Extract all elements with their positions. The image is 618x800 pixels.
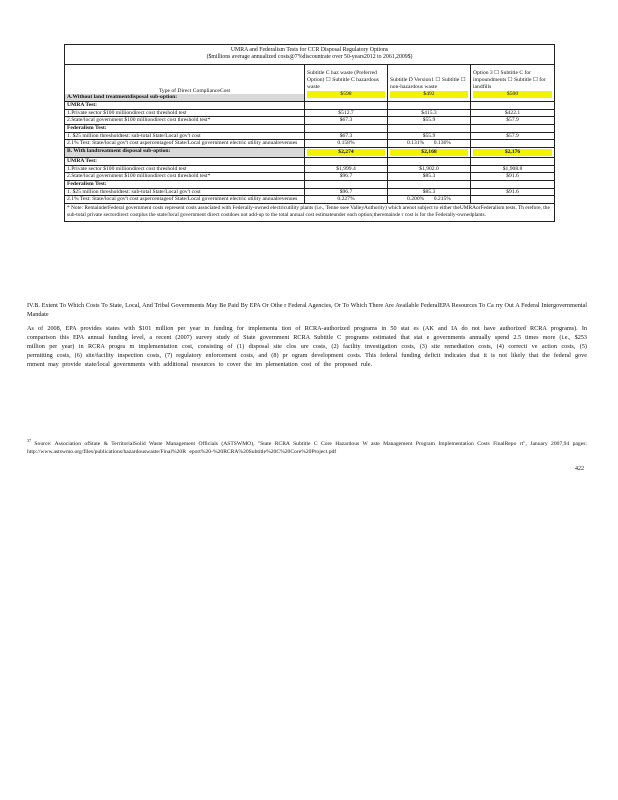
table-row <box>65 157 555 165</box>
umra-a-label: UMRA Test: <box>65 101 305 109</box>
umra-b-row1-val3: $1,908.8 <box>471 165 555 173</box>
cost-table <box>64 44 555 222</box>
header-row <box>65 64 555 101</box>
table-title-line1: UMRA and Federalism Tests for CCR Disposal Regulatory Options <box>230 47 389 53</box>
umra-a-row1-val1: $512.7 <box>305 109 388 117</box>
table-title-row <box>65 45 555 65</box>
section-a-value-3: $500 <box>473 91 552 98</box>
table-note: * Note: RemainderFederal government costs represent costs associated with Federally-owned electricutility plants (i.e., Tenne ssee ValleyAuthority) which arenot subject to either theUMRAorFederalism tests. Th erefore, the sub-total private sectordirect costplus the state/local government direct costdoes not add-up to the total annual cost estimateunder each option;theremainde r cost is for the Federally-ownedplants. <box>65 204 555 222</box>
note-row <box>65 204 555 222</box>
footnote-text: Source: Association ofState & TerritorialSolid Waste Management Officials (ASTSWMO), "State RCRA Subtitle C Core Hazardous W aste Management Program Implementation Costs FinalRepo rt", January 2007,94 pages: http://www.astswmo.org/files/publications/hazardouswaste/Final%20R eport%20-%20RCRA%20Subtitle%20C%20Core%20Project.pdf <box>27 440 587 455</box>
umra-a-row2-val2: $55.9 <box>388 117 471 125</box>
table-row <box>65 101 555 109</box>
fed-b-label: Federalism Test: <box>65 180 305 188</box>
table-row <box>65 117 555 125</box>
fed-a-row1-label: 1. $25 million thresholdtest: sub-total State/Local gov't cost <box>65 132 305 140</box>
fed-a-row2-label: 2.1% Test: State/local gov't cost aspercentageof State/Local government electric utility annualrevenues <box>65 140 305 148</box>
umra-b-row2-val3: $91.6 <box>471 173 555 181</box>
table-row <box>65 165 555 173</box>
umra-b-label: UMRA Test: <box>65 157 305 165</box>
table-row <box>65 173 555 181</box>
fed-b-row1-val3: $91.6 <box>471 188 555 196</box>
table-title-line2: ($millions average annualized costs@7%discountrate over 50-years2012 to 2061,2009$) <box>206 53 413 60</box>
section-b-value-3: $2,176 <box>473 149 552 156</box>
fed-b-row2-val2: 0.200% <box>407 196 425 203</box>
umra-a-row2-label: 2.State/local government $100 milliondirect cost threshold test* <box>65 117 305 125</box>
fed-b-row1-label: 1. $25 million thresholdtest: sub-total State/Local gov't cost <box>65 188 305 196</box>
section-b-row <box>65 148 555 158</box>
fed-a-row2-val1: 0.158% <box>305 140 388 148</box>
fed-a-row1-val3: $57.9 <box>471 132 555 140</box>
section-b-value-2: $2,168 <box>390 149 468 156</box>
umra-b-row2-val2: $85.3 <box>388 173 471 181</box>
col2-header: Subtitle C haz waste (Preferred Option) ☐ Subtitle C hazardous waste <box>307 70 379 90</box>
section-b-value-1: $2,274 <box>307 149 385 156</box>
umra-b-row2-label: 2.State/local government $100 milliondirect cost threshold test* <box>65 173 305 181</box>
umra-b-row1-val1: $1,999.4 <box>305 165 388 173</box>
umra-a-row2-val1: $67.3 <box>305 117 388 125</box>
table-row <box>65 196 555 204</box>
umra-b-row1-label: 1.Private sector $100 milliondirect cost threshold test <box>65 165 305 173</box>
fed-a-row2-val3: 0.136% <box>433 140 451 147</box>
table-title <box>65 45 555 65</box>
table-row <box>65 109 555 117</box>
table-row <box>65 188 555 196</box>
fed-b-row1-val1: $96.7 <box>305 188 388 196</box>
fed-a-row1-val1: $67.3 <box>305 132 388 140</box>
umra-b-row2-val1: $96.7 <box>305 173 388 181</box>
col4-header: Option 3 ☐ Subtitle C for impoundments ☐ Subtitle ☐ for landfills <box>473 70 546 90</box>
table-row <box>65 125 555 133</box>
col4-header-cell <box>471 64 555 101</box>
umra-b-row1-val2: $1,902.0 <box>388 165 471 173</box>
body-paragraph: As of 2008, EPA provides states with $101 million per year in funding for implementa tion of RCRA-authorized programs in 50 stat es (AK and IA do not have authorized RCRA programs). In comparison this EPA annual funding level, a recent (2007) survey study of State government RCRA Subtitle C programs estimated that stat e governments annually spend 2.5 times more (i.e., $253 million per year) in RCRA progra m implementation cost, consisting of (1) disposal site clos ure costs, (2) facility investigation costs, (3) site remediation costs, (4) correcti ve action costs, (5) permitting costs, (6) site/facility inspection costs, (7) regulatory enforcement costs, and (8) pr ogram development costs. This federal funding deficit indicates that it is not likely that the federal gove rnment may provide state/local governments with additional resources to cover the im plementation cost of the proposed rule. <box>27 325 587 368</box>
table-row <box>65 140 555 148</box>
fed-b-row2-label: 2.1% Test: State/local gov't cost aspercentageof State/Local government electric utility annualrevenues <box>65 196 305 204</box>
umra-a-row1-val2: $415.3 <box>388 109 471 117</box>
fed-a-row2-val2: 0.131% <box>407 140 425 147</box>
col1-header-cell <box>65 64 305 101</box>
section-a-label: A.Without land treatmentdisposal sub-option: <box>65 94 304 101</box>
col3-header-cell <box>388 64 471 101</box>
umra-a-row2-val3: $57.9 <box>471 117 555 125</box>
fed-b-row2-val3: 0.215% <box>433 196 451 203</box>
section-heading: IV.B. Extent To Which Costs To State, Local, And Tribal Governments May Be Paid By EPA Or Othe r Federal Agencies, Or To Which There Are Available FederalEPA Resources To Ca rry Out A Federal Intergovernmental Mandate <box>27 302 587 318</box>
section-a-value-1: $598 <box>307 91 385 98</box>
fed-b-row2-val1: 0.227% <box>305 196 388 204</box>
umra-a-row1-val3: $422.1 <box>471 109 555 117</box>
section-b-label: B. With landtreatment disposal sub-option: <box>65 148 305 158</box>
col2-header-cell <box>305 64 388 101</box>
col1-header: Type of Direct ComplianceCost <box>158 87 231 94</box>
footnote <box>27 438 587 456</box>
footnote-mark: 37 <box>27 438 31 443</box>
col3-header: Subtitle D Version1 ☐ Subtitle ☐ non-hazardous waste <box>390 76 466 90</box>
umra-a-row1-label: 1.Private sector $100 milliondirect cost threshold test <box>65 109 305 117</box>
fed-a-label: Federalism Test: <box>65 125 305 133</box>
table-row <box>65 132 555 140</box>
fed-a-row1-val2: $55.9 <box>388 132 471 140</box>
fed-b-row1-val2: $85.3 <box>388 188 471 196</box>
page-number: 422 <box>575 466 584 472</box>
section-a-value-2: $492 <box>390 91 468 98</box>
table-row <box>65 180 555 188</box>
